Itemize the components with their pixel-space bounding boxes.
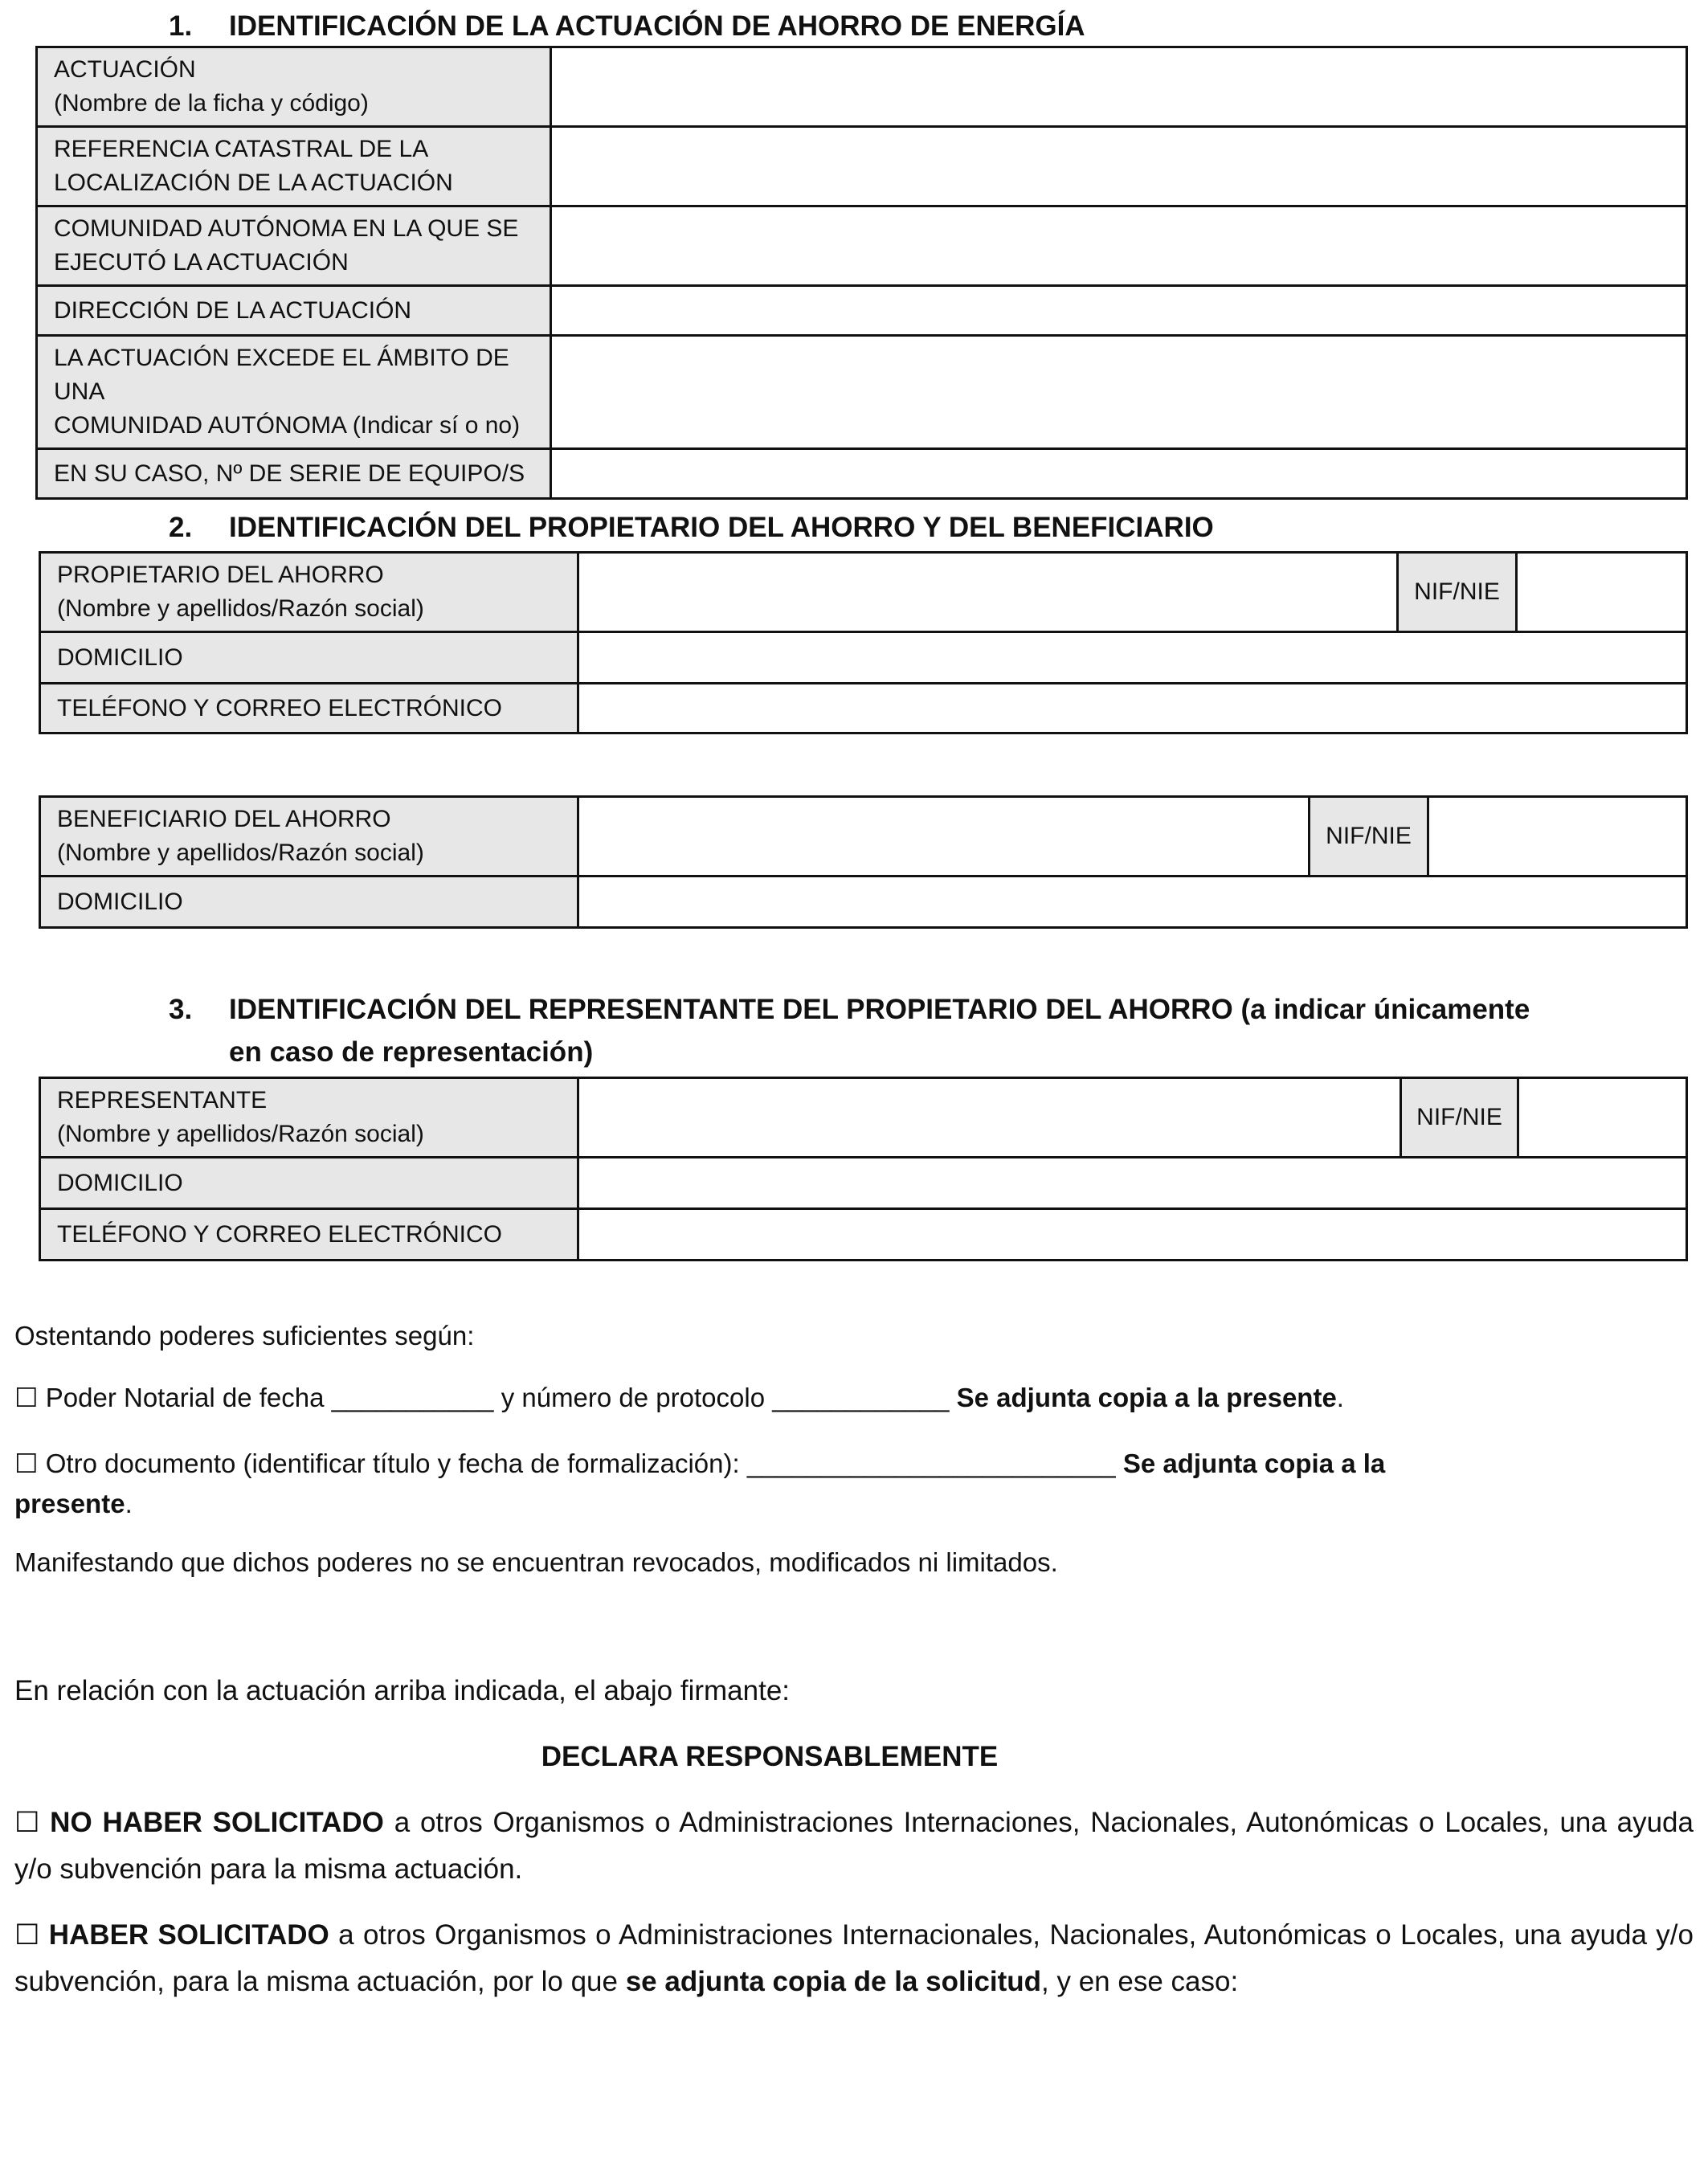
field-representante-nif[interactable]	[1518, 1078, 1687, 1158]
checkbox-not-requested[interactable]: ☐	[14, 1807, 40, 1839]
notarial-attach-note: Se adjunta copia a la presente	[956, 1383, 1337, 1412]
section1-table	[35, 46, 1688, 500]
checkbox-other-document[interactable]: ☐	[14, 1448, 39, 1479]
section3-number: 3.	[169, 994, 193, 1025]
other-document-attach-note: Se adjunta copia a la presente	[14, 1449, 1386, 1518]
label-beneficiario-nif: NIF/NIE	[1310, 797, 1428, 876]
label-line: LOCALIZACIÓN DE LA ACTUACIÓN	[54, 170, 453, 196]
label-line: (Nombre de la ficha y código)	[54, 90, 369, 116]
label-propietario-contacto: TELÉFONO Y CORREO ELECTRÓNICO	[40, 684, 578, 733]
label-line: (Nombre y apellidos/Razón social)	[57, 1121, 424, 1147]
field-representante-contacto[interactable]	[578, 1209, 1687, 1261]
section1-title-text: IDENTIFICACIÓN DE LA ACTUACIÓN DE AHORRO DE ENERGÍA	[229, 10, 1085, 42]
checkbox-notarial[interactable]: ☐	[14, 1382, 39, 1413]
notarial-end: .	[1336, 1383, 1344, 1412]
declaration-option-requested	[14, 1912, 1694, 2005]
label-beneficiario	[40, 797, 578, 876]
field-actuacion[interactable]	[551, 47, 1687, 127]
table-row	[37, 206, 1687, 286]
field-beneficiario-domicilio[interactable]	[578, 876, 1687, 928]
table-row	[40, 1158, 1687, 1209]
label-line: BENEFICIARIO DEL AHORRO	[57, 806, 391, 832]
notarial-power-option	[14, 1378, 1694, 1418]
section1-number: 1.	[169, 10, 193, 42]
label-beneficiario-domicilio: DOMICILIO	[40, 876, 578, 928]
table-row	[37, 336, 1687, 449]
label-representante-contacto: TELÉFONO Y CORREO ELECTRÓNICO	[40, 1209, 578, 1261]
powers-manifest: Manifestando que dichos poderes no se encuentran revocados, modificados ni limitados.	[14, 1547, 1058, 1577]
field-numero-serie[interactable]	[551, 449, 1687, 499]
declaration-intro: En relación con la actuación arriba indicada, el abajo firmante:	[14, 1675, 791, 1706]
not-requested-text: a otros Organismos o Administraciones Internaciones, Nacionales, Autonómicas o Locales, una ayuda y/o subvención para la misma actuación.	[14, 1807, 1694, 1885]
label-representante-nif: NIF/NIE	[1401, 1078, 1518, 1158]
table-row	[40, 1078, 1687, 1158]
table-row	[37, 47, 1687, 127]
field-propietario-nombre[interactable]	[578, 553, 1398, 632]
table-row	[37, 286, 1687, 336]
other-document-option	[14, 1444, 1461, 1524]
notarial-text: Poder Notarial de fecha ___________ y número de protocolo ____________	[45, 1383, 957, 1412]
field-propietario-nif[interactable]	[1517, 553, 1687, 632]
section3-title-line1: IDENTIFICACIÓN DEL REPRESENTANTE DEL PROPIETARIO DEL AHORRO (a indicar únicamente	[229, 994, 1530, 1025]
table-row	[40, 797, 1687, 876]
table-row	[40, 684, 1687, 733]
beneficiary-table	[39, 795, 1688, 929]
declaration-option-not-requested	[14, 1800, 1694, 1893]
label-line: (Nombre y apellidos/Razón social)	[57, 840, 424, 866]
table-row	[40, 632, 1687, 684]
field-beneficiario-nombre[interactable]	[578, 797, 1310, 876]
declaration-heading: DECLARA RESPONSABLEMENTE	[541, 1741, 999, 1772]
field-propietario-domicilio[interactable]	[578, 632, 1687, 684]
label-line: EJECUTÓ LA ACTUACIÓN	[54, 249, 349, 276]
requested-label: HABER SOLICITADO	[48, 1919, 329, 1951]
requested-end: , y en ese caso:	[1041, 1966, 1239, 1997]
section2-number: 2.	[169, 512, 193, 543]
label-line: LA ACTUACIÓN EXCEDE EL ÁMBITO DE UNA	[54, 345, 509, 405]
not-requested-label: NO HABER SOLICITADO	[50, 1807, 384, 1838]
label-line: DIRECCIÓN DE LA ACTUACIÓN	[54, 296, 412, 324]
label-line: REFERENCIA CATASTRAL DE LA	[54, 136, 429, 162]
requested-text: a otros Organismos o Administraciones Internacionales, Nacionales, Autonómicas o Locales, una ayuda y/o subvención, para la misma actuación, por lo que	[14, 1919, 1694, 1997]
label-direccion-actuacion	[37, 286, 551, 336]
powers-intro: Ostentando poderes suficientes según:	[14, 1321, 475, 1350]
representative-table	[39, 1077, 1688, 1261]
field-representante-domicilio[interactable]	[578, 1158, 1687, 1209]
checkbox-requested[interactable]: ☐	[14, 1919, 40, 1951]
table-row	[37, 127, 1687, 206]
owner-table	[39, 551, 1688, 734]
label-numero-serie	[37, 449, 551, 499]
table-row	[40, 553, 1687, 632]
label-propietario	[40, 553, 578, 632]
label-line: ACTUACIÓN	[54, 56, 196, 83]
label-line: (Nombre y apellidos/Razón social)	[57, 595, 424, 622]
label-actuacion	[37, 47, 551, 127]
field-comunidad-autonoma[interactable]	[551, 206, 1687, 286]
label-comunidad-autonoma	[37, 206, 551, 286]
requested-attach-note: se adjunta copia de la solicitud	[625, 1966, 1042, 1997]
label-line: EN SU CASO, Nº DE SERIE DE EQUIPO/S	[54, 460, 525, 487]
field-direccion-actuacion[interactable]	[551, 286, 1687, 336]
table-row	[40, 1209, 1687, 1261]
table-row	[40, 876, 1687, 928]
field-referencia-catastral[interactable]	[551, 127, 1687, 206]
label-representante	[40, 1078, 578, 1158]
label-line: PROPIETARIO DEL AHORRO	[57, 562, 384, 588]
field-propietario-contacto[interactable]	[578, 684, 1687, 733]
other-document-end: .	[125, 1489, 133, 1518]
section3-title-line2: en caso de representación)	[229, 1036, 594, 1068]
other-document-text: Otro documento (identificar título y fecha de formalización): _________________________	[45, 1449, 1123, 1478]
label-representante-domicilio: DOMICILIO	[40, 1158, 578, 1209]
label-referencia-catastral	[37, 127, 551, 206]
label-line: COMUNIDAD AUTÓNOMA EN LA QUE SE	[54, 215, 519, 242]
label-line: COMUNIDAD AUTÓNOMA (Indicar sí o no)	[54, 412, 521, 439]
table-row	[37, 449, 1687, 499]
field-representante-nombre[interactable]	[578, 1078, 1401, 1158]
field-beneficiario-nif[interactable]	[1428, 797, 1687, 876]
label-propietario-nif: NIF/NIE	[1398, 553, 1517, 632]
field-excede-ambito[interactable]	[551, 336, 1687, 449]
section2-title-text: IDENTIFICACIÓN DEL PROPIETARIO DEL AHORRO Y DEL BENEFICIARIO	[229, 512, 1214, 543]
label-line: REPRESENTANTE	[57, 1087, 268, 1113]
label-excede-ambito	[37, 336, 551, 449]
label-propietario-domicilio: DOMICILIO	[40, 632, 578, 684]
